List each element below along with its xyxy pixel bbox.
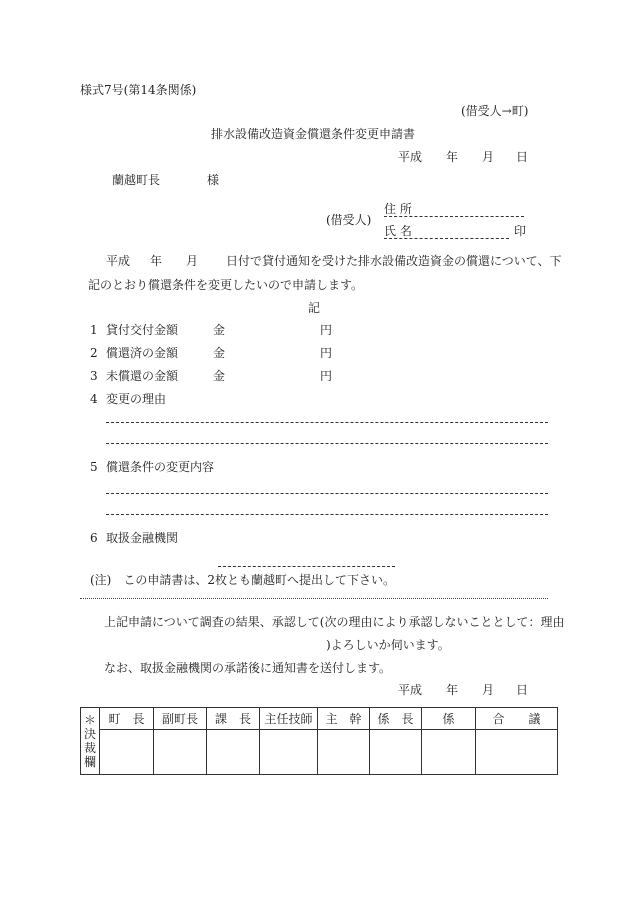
header-shunin: 主任技師 — [260, 708, 318, 730]
date-era: 平成 — [398, 683, 423, 697]
submission-note: (注) この申請書は、2枚とも蘭越町へ提出して下さい。 — [90, 573, 396, 587]
item-label: 償還済の金額 — [106, 346, 179, 360]
stamp-cell-cho[interactable] — [100, 730, 154, 775]
borrower-label: (借受人) — [326, 213, 372, 227]
header-gogi: 合 議 — [476, 708, 558, 730]
approval-line-1: 上記申請について調査の結果、承認して(次の理由により承認しないこととして：理由 — [104, 615, 565, 629]
stamp-cell-kakaricho[interactable] — [370, 730, 422, 775]
seal-mark: 印 — [514, 224, 527, 238]
reason-line-2[interactable] — [106, 443, 548, 444]
asterisk-mark: ＊ — [84, 713, 97, 727]
date-era: 平成 — [398, 150, 423, 164]
stamp-cell-kakari[interactable] — [422, 730, 476, 775]
change-line-1[interactable] — [106, 493, 548, 494]
approval-side-label — [81, 708, 100, 775]
item-number: 2 — [90, 346, 98, 360]
item-yen: 円 — [320, 323, 333, 337]
stamp-cell-shukan[interactable] — [318, 730, 370, 775]
document-title: 排水設備改造資金償還条件変更申請書 — [211, 127, 416, 141]
approval-line-3: なお、取扱金融機関の承諾後に通知書を送付します。 — [104, 661, 392, 675]
body-text: 日付で貸付通知を受けた排水設備改造資金の償還について、下 — [226, 254, 562, 268]
stamp-cell-gogi[interactable] — [476, 730, 558, 775]
item-kin: 金 — [213, 346, 226, 360]
item-4-number: 4 — [90, 392, 98, 406]
header-shukan: 主 幹 — [318, 708, 370, 730]
body-month: 月 — [186, 254, 199, 268]
side-char: 決 — [84, 727, 97, 741]
addressee-honorific: 様 — [207, 173, 220, 187]
header-kakari: 係 — [422, 708, 476, 730]
reason-line-1[interactable] — [106, 422, 548, 423]
item-label: 貸付交付金額 — [106, 323, 179, 337]
item-kin: 金 — [213, 369, 226, 383]
stamp-cell-kacho[interactable] — [207, 730, 260, 775]
name-label: 氏 名 — [384, 224, 509, 239]
date-year: 年 — [446, 150, 459, 164]
item-kin: 金 — [213, 323, 226, 337]
date-year: 年 — [446, 683, 459, 697]
header-kacho: 課 長 — [207, 708, 260, 730]
approval-stamp-table — [80, 707, 558, 775]
item-number: 3 — [90, 369, 98, 383]
item-yen: 円 — [320, 346, 333, 360]
body-line-2: 記のとおり償還条件を変更したいので申請します。 — [88, 278, 364, 292]
header-fukucho: 副町長 — [154, 708, 207, 730]
bank-line[interactable] — [218, 566, 395, 567]
item-5-number: 5 — [90, 460, 98, 474]
addressee-name: 蘭越町長 — [112, 173, 161, 187]
ki-heading: 記 — [308, 301, 321, 315]
item-label: 未償還の金額 — [106, 369, 179, 383]
change-line-2[interactable] — [106, 514, 548, 515]
item-6-label: 取扱金融機関 — [106, 531, 179, 545]
direction-note: (借受人→町) — [461, 104, 529, 118]
header-kakaricho: 係 長 — [370, 708, 422, 730]
item-5-label: 償還条件の変更内容 — [106, 460, 215, 474]
date-month: 月 — [482, 683, 495, 697]
date-day: 日 — [516, 683, 529, 697]
item-yen: 円 — [320, 369, 333, 383]
side-char: 裁 — [84, 741, 97, 755]
separator-line — [80, 598, 548, 599]
date-month: 月 — [482, 150, 495, 164]
stamp-cell-shunin[interactable] — [260, 730, 318, 775]
body-year: 年 — [150, 254, 163, 268]
item-4-label: 変更の理由 — [106, 392, 167, 406]
date-day: 日 — [516, 150, 529, 164]
address-field[interactable] — [384, 202, 524, 217]
name-field[interactable] — [384, 224, 509, 239]
form-reference: 様式7号(第14条関係) — [80, 83, 197, 97]
item-number: 1 — [90, 323, 98, 337]
item-6-number: 6 — [90, 531, 98, 545]
header-cho: 町 長 — [100, 708, 154, 730]
side-char: 欄 — [84, 755, 97, 769]
body-era: 平成 — [106, 254, 131, 268]
address-label: 住 所 — [384, 202, 524, 217]
approval-line-2: )よろしいか伺います。 — [326, 638, 450, 652]
stamp-cell-fukucho[interactable] — [154, 730, 207, 775]
